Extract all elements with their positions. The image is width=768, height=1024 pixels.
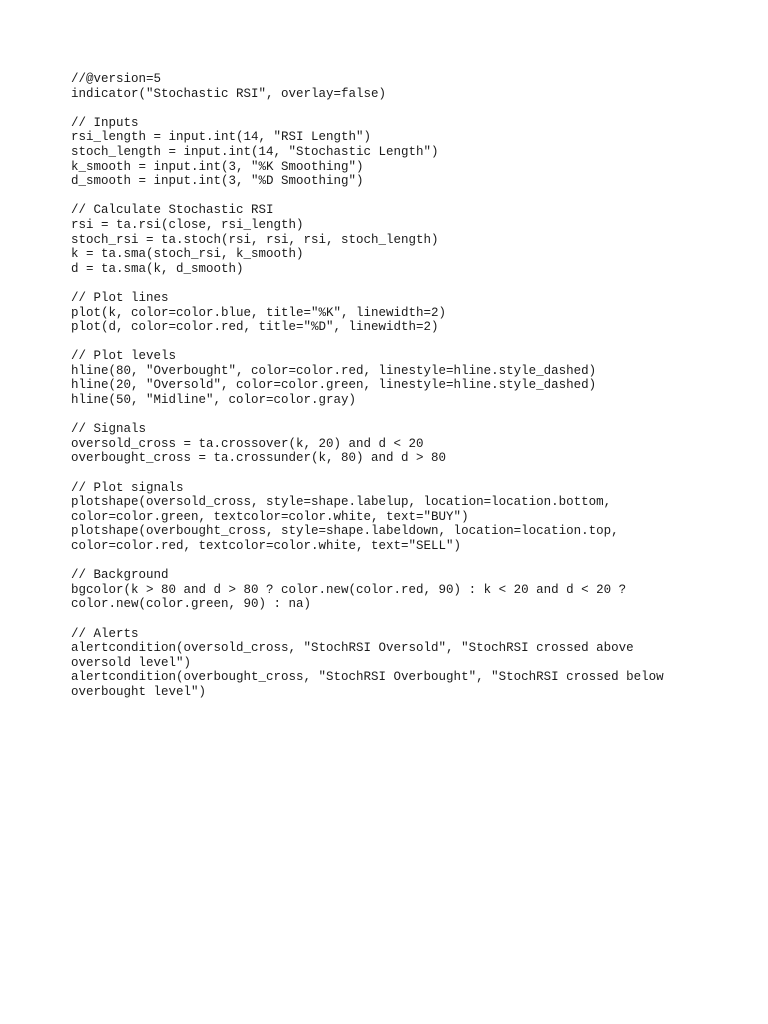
code-block-signals bbox=[71, 422, 711, 466]
code-line: stoch_rsi = ta.stoch(rsi, rsi, rsi, stoch_length) bbox=[71, 232, 439, 247]
code-block-plot-levels bbox=[71, 349, 711, 407]
code-block-calculate bbox=[71, 203, 711, 276]
code-line: plotshape(overbought_cross, style=shape.labeldown, location=location.top, bbox=[71, 524, 619, 539]
code-comment: // Calculate Stochastic RSI bbox=[71, 203, 274, 218]
code-line: overbought level") bbox=[71, 684, 207, 699]
code-line: color.new(color.green, 90) : na) bbox=[71, 597, 312, 612]
code-block-alerts bbox=[71, 627, 711, 700]
code-line: d_smooth = input.int(3, "%D Smoothing") bbox=[71, 174, 364, 189]
code-line: plot(d, color=color.red, title="%D", linewidth=2) bbox=[71, 320, 439, 335]
code-line: color=color.red, textcolor=color.white, text="SELL") bbox=[71, 539, 462, 553]
code-comment: // Plot signals bbox=[71, 480, 184, 495]
code-line: alertcondition(overbought_cross, "StochRSI Overbought", "StochRSI crossed below bbox=[71, 670, 664, 685]
code-line: stoch_length = input.int(14, "Stochastic Length") bbox=[71, 144, 439, 159]
code-line: bgcolor(k > 80 and d > 80 ? color.new(color.red, 90) : k < 20 and d < 20 ? bbox=[71, 582, 627, 597]
code-line: d = ta.sma(k, d_smooth) bbox=[71, 261, 244, 276]
code-comment: // Plot levels bbox=[71, 349, 177, 364]
code-comment: // Alerts bbox=[71, 626, 139, 641]
code-line: color=color.green, textcolor=color.white, text="BUY") bbox=[71, 509, 469, 524]
code-line: oversold_cross = ta.crossover(k, 20) and d < 20 bbox=[71, 436, 424, 451]
code-line: alertcondition(oversold_cross, "StochRSI Oversold", "StochRSI crossed above bbox=[71, 641, 634, 656]
code-line: //@version=5 bbox=[71, 72, 162, 86]
code-line: indicator("Stochastic RSI", overlay=false) bbox=[71, 86, 387, 101]
code-block-background bbox=[71, 568, 711, 612]
code-block-inputs bbox=[71, 116, 711, 189]
code-comment: // Inputs bbox=[71, 115, 139, 130]
code-comment: // Signals bbox=[71, 422, 147, 437]
code-line: rsi_length = input.int(14, "RSI Length") bbox=[71, 130, 372, 145]
code-comment: // Background bbox=[71, 568, 169, 583]
code-line: oversold level") bbox=[71, 655, 192, 670]
code-line: plot(k, color=color.blue, title="%K", linewidth=2) bbox=[71, 305, 447, 320]
code-line: k_smooth = input.int(3, "%K Smoothing") bbox=[71, 159, 364, 174]
code-line: hline(80, "Overbought", color=color.red, linestyle=hline.style_dashed) bbox=[71, 363, 597, 378]
code-block-plot-signals bbox=[71, 481, 711, 554]
code-line: overbought_cross = ta.crossunder(k, 80) and d > 80 bbox=[71, 451, 447, 466]
code-block-header bbox=[71, 72, 711, 101]
code-document bbox=[71, 72, 711, 714]
code-line: rsi = ta.rsi(close, rsi_length) bbox=[71, 217, 304, 232]
code-comment: // Plot lines bbox=[71, 290, 169, 305]
code-line: hline(20, "Oversold", color=color.green, linestyle=hline.style_dashed) bbox=[71, 378, 597, 393]
code-line: k = ta.sma(stoch_rsi, k_smooth) bbox=[71, 247, 304, 262]
code-line: hline(50, "Midline", color=color.gray) bbox=[71, 393, 357, 408]
code-block-plot-lines bbox=[71, 291, 711, 335]
code-line: plotshape(oversold_cross, style=shape.labelup, location=location.bottom, bbox=[71, 495, 612, 510]
